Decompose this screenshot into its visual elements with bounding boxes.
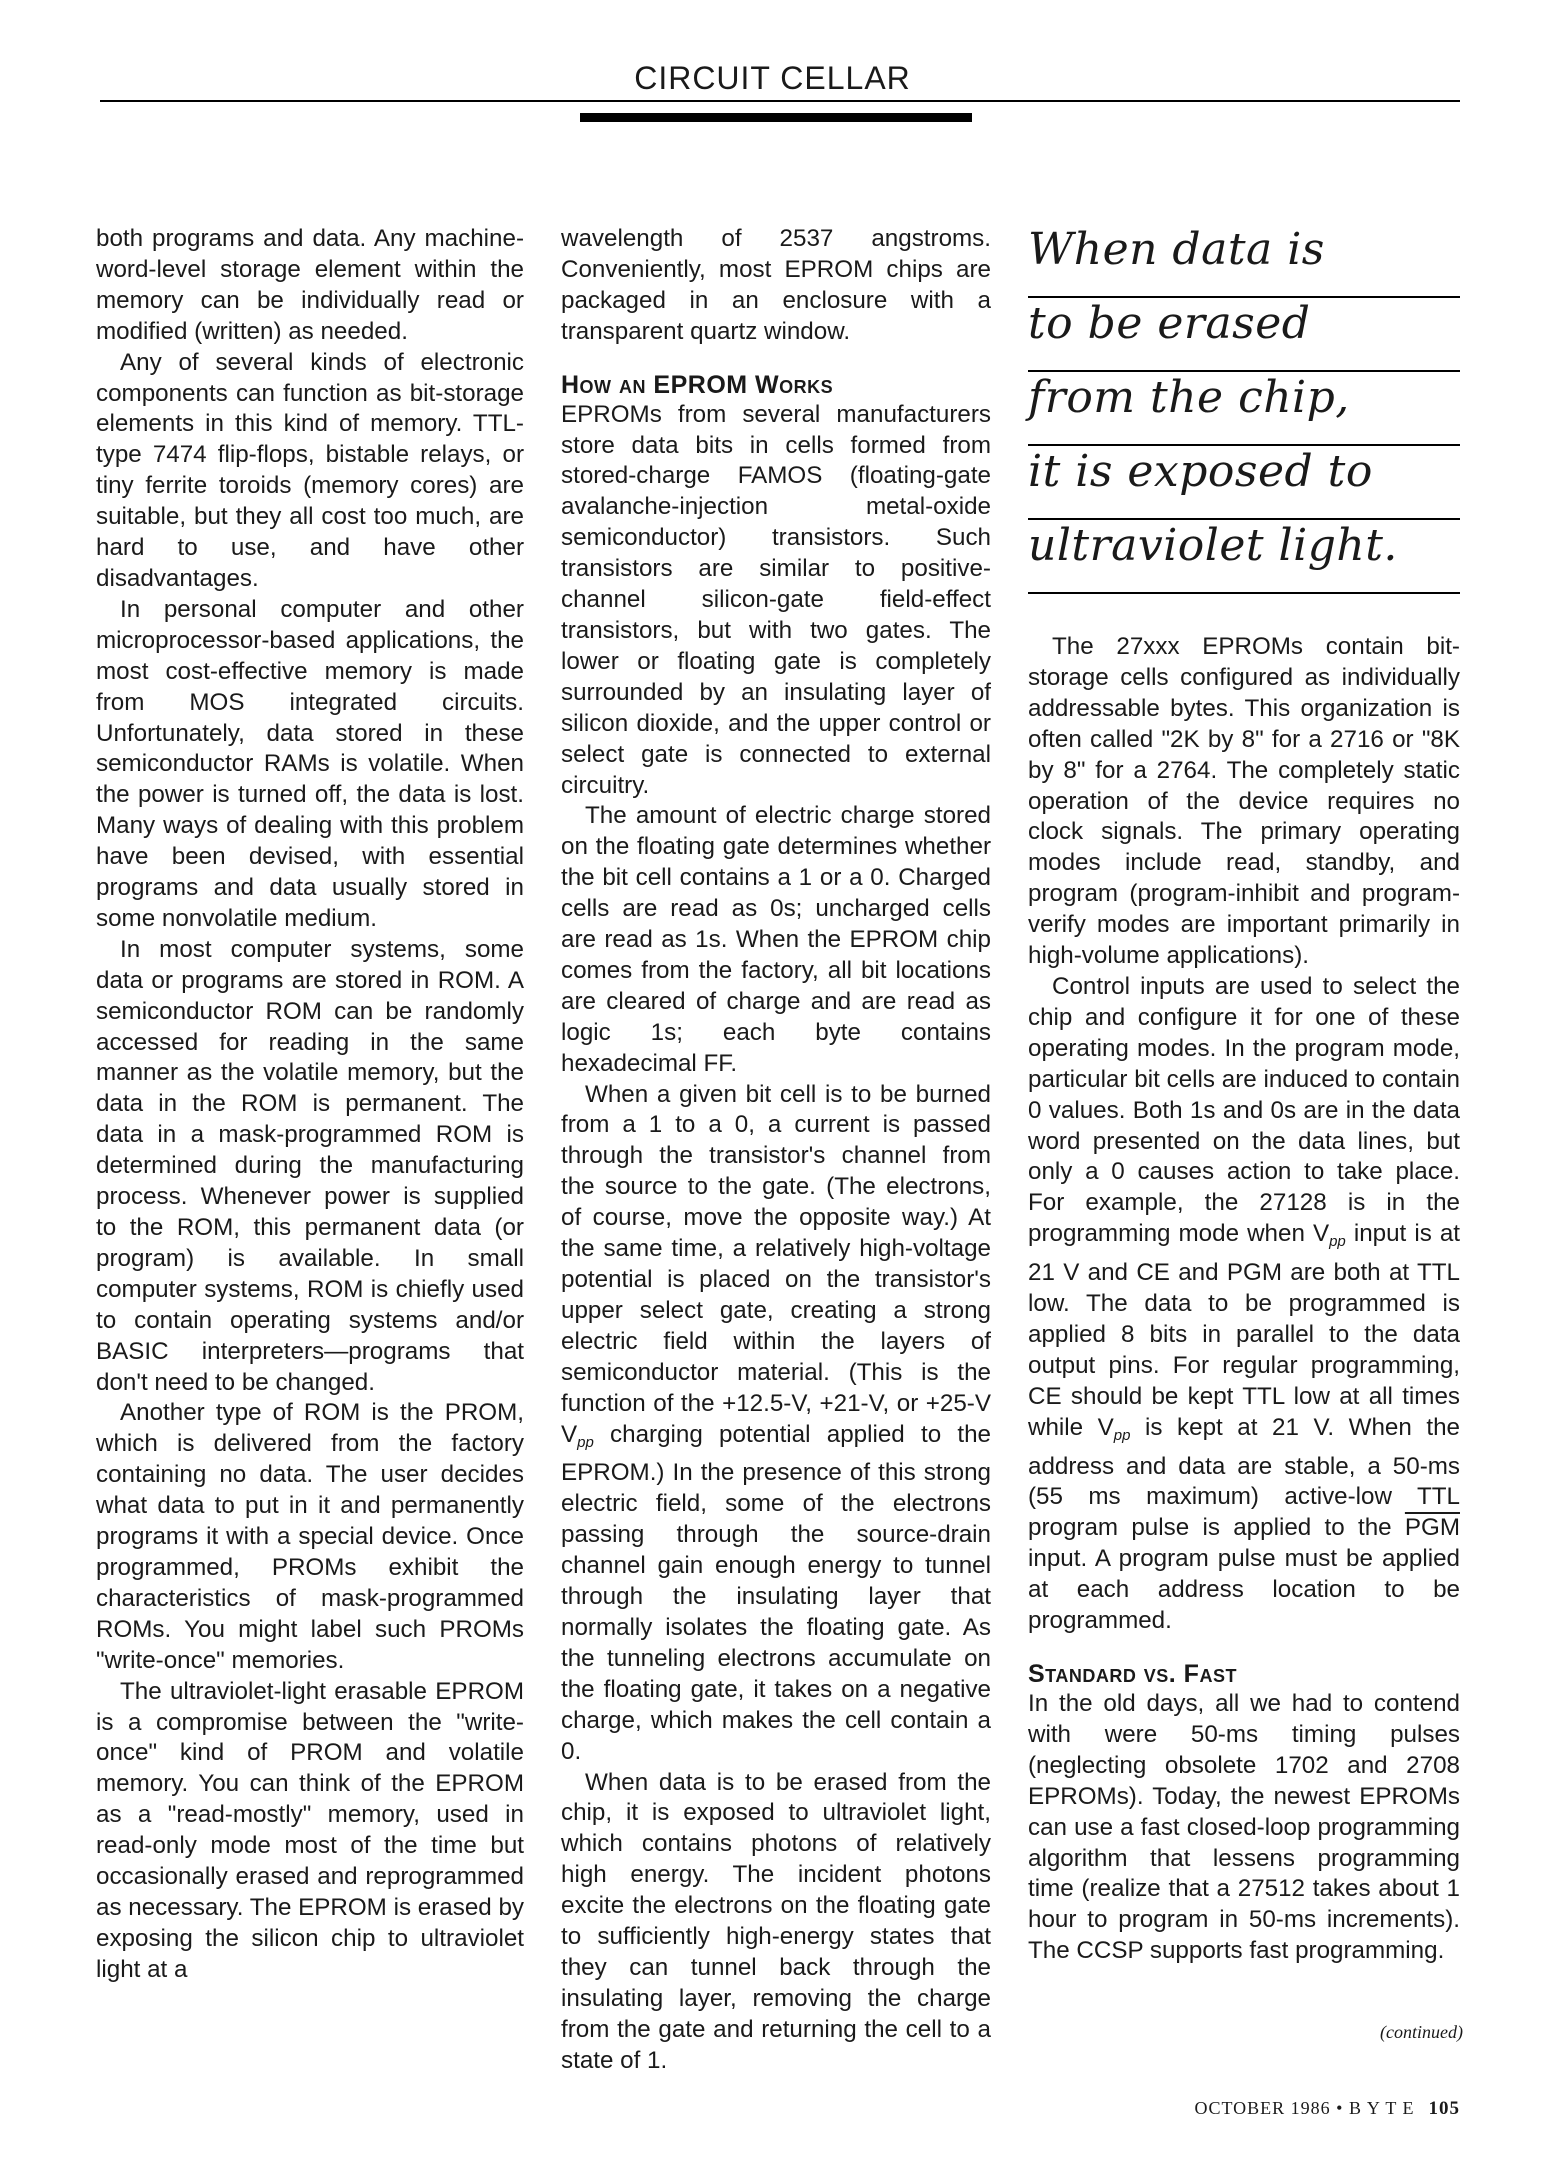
issue-line: OCTOBER 1986 • B Y T E <box>1194 2098 1415 2118</box>
pull-quote-line: When data is <box>1028 224 1460 298</box>
paragraph: The 27xxx EPROMs contain bit-storage cells configured as individually addressable bytes. This organization is often called "2K by 8" for a 2716 or "8K by 8" for a 2764. The completely static operation of the device requires no clock signals. The primary operating modes include read, standby, and program (program-inhibit and program-verify modes are important primarily in high-volume applications). <box>1028 633 1460 970</box>
paragraph: wavelength of 2537 angstroms. Conveniently, most EPROM chips are packaged in an enclosure with a transparent quartz window. <box>561 225 991 345</box>
pull-quote-line: from the chip, <box>1028 372 1460 446</box>
subhead: How an EPROM Works <box>561 370 834 399</box>
paragraph: Any of several kinds of electronic components can function as bit-storage elements in this kind of memory. TTL-type 7474 flip-flops, bistable relays, or tiny ferrite toroids (memory cores) are suitable, but they all cost too much, are hard to use, and have other disadvantages. <box>96 348 524 592</box>
paragraph: The amount of electric charge stored on the floating gate determines whether the bit cell contains a 1 or a 0. Charged cells are read as 0s; uncharged cells are read as 1s. When the EPROM chip comes from the factory, all bit locations are cleared of charge and are read as logic 1s; each byte contains hexadecimal FF. <box>561 802 991 1077</box>
pull-quote <box>1028 224 1460 594</box>
page-footer <box>1150 2098 1460 2120</box>
column-2 <box>561 224 991 2077</box>
paragraph: When data is to be erased from the chip, it is exposed to ultraviolet light, which contains photons of relatively high energy. The incident photons excite the electrons on the floating gate to sufficiently high-energy states that they can tunnel back through the insulating layer, removing the charge from the gate and returning the cell to a state of 1. <box>561 1768 991 2074</box>
paragraph <box>561 1080 991 1768</box>
subhead: Standard vs. Fast <box>1028 1660 1237 1688</box>
column-1 <box>96 224 524 1986</box>
page-number: 105 <box>1428 2098 1460 2119</box>
paragraph: both programs and data. Any machine-word-level storage element within the memory can be individually read or modified (written) as needed. <box>96 225 524 345</box>
subscript: pp <box>1113 1426 1131 1444</box>
paragraph: In personal computer and other microprocessor-based applications, the most cost-effective memory is made from MOS integrated circuits. Unfortunately, data stored in these semiconductor RAMs is volatile. When the power is turned off, the data is lost. Many ways of dealing with this problem have been devised, with essential programs and data usually stored in some nonvolatile medium. <box>96 595 524 932</box>
text-run: is kept at 21 V. When the address and data are stable, a 50-ms (55 ms maximum) active-low TTL program pulse is applied to the <box>1028 1413 1460 1542</box>
subscript: pp <box>577 1433 594 1451</box>
section-header: CIRCUIT CELLAR <box>634 60 911 96</box>
header-rule <box>100 100 1460 102</box>
text-run: input is at 21 V and CE and PGM are both at TTL low. The data to be programmed is applied 8 bits in parallel to the data output pins. For regular programming, CE should be kept TTL low at all times while V <box>1028 1220 1460 1441</box>
paragraph: The ultraviolet-light erasable EPROM is a compromise between the "write-once" kind of PROM and volatile memory. You can think of the EPROM as a "read-mostly" memory, used in read-only mode most of the time but occasionally erased and reprogrammed as necessary. The EPROM is erased by exposing the silicon chip to ultraviolet light at a <box>96 1677 524 1983</box>
pull-quote-line: to be erased <box>1028 298 1460 372</box>
paragraph: EPROMs from several manufacturers store data bits in cells formed from stored-charge FAMOS (floating-gate avalanche-injection metal-oxide semiconductor) transistors. Such transistors are similar to positive-channel silicon-gate field-effect transistors, but with two gates. The lower or floating gate is completely surrounded by an insulating layer of silicon dioxide, and the upper control or select gate is connected to external circuitry. <box>561 400 991 799</box>
pull-quote-line: it is exposed to <box>1028 446 1460 520</box>
text-run: When a given bit cell is to be burned from a 1 to a 0, a current is passed through the transistor's channel from the source to the gate. (The electrons, of course, move the opposite way.) At the same time, a relatively high-voltage potential is placed on the transistor's upper select gate, creating a strong electric field within the layers of semiconductor material. (This is the function of the +12.5-V, +21-V, or +25-V V <box>561 1080 991 1448</box>
pgm-signal: $\overline{PGM}$ <box>1404 1514 1460 1542</box>
continued-note: (continued) <box>1380 2022 1463 2042</box>
paragraph: Another type of ROM is the PROM, which is delivered from the factory containing no data. The user decides what data to put in it and permanently programs it with a special device. Once programmed, PROMs exhibit the characteristics of mask-programmed ROMs. You might label such PROMs "write-once" memories. <box>96 1399 524 1674</box>
paragraph: In the old days, all we had to contend with were 50-ms timing pulses (neglecting obsolete 1702 and 2708 EPROMs). Today, the newest EPROMs can use a fast closed-loop programming algorithm that lessens programming time (realize that a 27512 takes about 1 hour to program in 50-ms increments). The CCSP supports fast programming. <box>1028 1690 1460 1965</box>
header-bar <box>580 113 972 122</box>
text-run: Control inputs are used to select the chip and configure it for one of these operating modes. In the program mode, particular bit cells are induced to contain 0 values. Both 1s and 0s are in the data word presented on the data lines, but only a 0 causes action to take place. For example, the 27128 is in the programming mode when V <box>1028 972 1460 1248</box>
subscript: pp <box>1329 1233 1346 1251</box>
column-3 <box>1028 632 1460 1967</box>
text-run: charging potential applied to the EPROM.) In the presence of this strong electric field, some of the electrons passing through the source-drain channel gain enough energy to tunnel through the insulating layer that normally isolates the floating gate. As the tunneling electrons accumulate on the floating gate, it takes on a negative charge, which makes the cell contain a 0. <box>561 1420 991 1765</box>
paragraph <box>1028 972 1460 1637</box>
pull-quote-line: ultraviolet light. <box>1028 520 1460 594</box>
text-run: input. A program pulse must be applied at each address location to be programmed. <box>1028 1545 1460 1635</box>
paragraph: In most computer systems, some data or programs are stored in ROM. A semiconductor ROM can be randomly accessed for reading in the same manner as the volatile memory, but the data in the ROM is permanent. The data in a mask-programmed ROM is determined during the manufacturing process. Whenever power is supplied to the ROM, this permanent data (or program) is available. In small computer systems, ROM is chiefly used to contain operating systems and/or BASIC interpreters—programs that don't need to be changed. <box>96 935 524 1396</box>
